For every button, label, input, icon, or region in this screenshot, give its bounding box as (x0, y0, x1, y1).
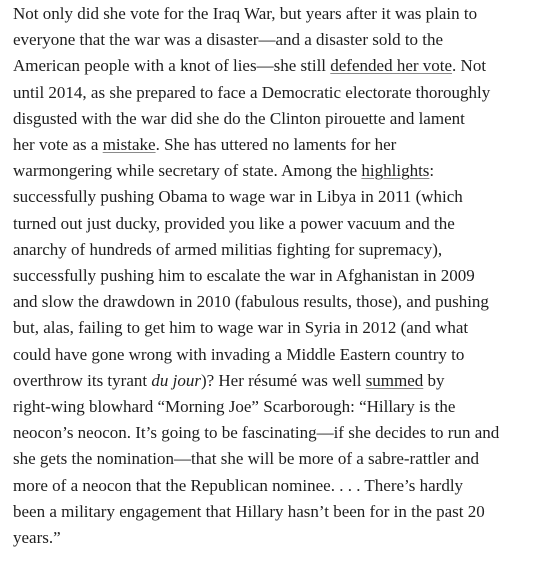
link-defended-her-vote[interactable]: defended her vote (330, 56, 453, 76)
text-line: Not only did she vote for the Iraq War, but years after it was plain to (13, 4, 478, 23)
text-line: neocon’s neocon. It’s going to be fascinating—if she decides to run and (13, 423, 500, 443)
text-line (13, 158, 549, 184)
text-line: successfully pushing him to escalate the war in Afghanistan in 2009 (13, 266, 475, 286)
text-line: but, alas, failing to get him to wage war in Syria in 2012 (and what (13, 318, 469, 338)
link-highlights[interactable]: highlights (361, 161, 430, 181)
text-line: successfully pushing Obama to wage war in Libya in 2011 (which (13, 187, 463, 207)
text-line (13, 368, 549, 394)
text-line: she gets the nomination—that she will be more of a sabre-rattler and (13, 449, 479, 469)
text-line: until 2014, as she prepared to face a Democratic electorate thoroughly (13, 82, 491, 102)
text-run: . Not (452, 56, 487, 76)
link-summed[interactable]: summed (365, 370, 424, 390)
text-run: her vote as a (13, 135, 103, 155)
text-line: years.” (13, 528, 61, 548)
text-line: and slow the drawdown in 2010 (fabulous results, those), and pushing (13, 292, 489, 312)
text-line (13, 132, 549, 158)
text-run: warmongering while secretary of state. Among the (13, 161, 362, 181)
article-body (13, 0, 549, 551)
text-run: by (423, 370, 445, 390)
text-line: right-wing blowhard “Morning Joe” Scarborough: “Hillary is the (13, 397, 456, 417)
text-line: more of a neocon that the Republican nominee. . . . There’s hardly (13, 475, 464, 495)
text-run: American people with a knot of lies—she still (13, 56, 331, 76)
text-line: disgusted with the war did she do the Clinton pirouette and lament (13, 108, 465, 128)
text-line: turned out just ducky, provided you like a power vacuum and the (13, 213, 455, 233)
text-line: everyone that the war was a disaster—and a disaster sold to the (13, 30, 444, 50)
text-line: anarchy of hundreds of armed militias fighting for supremacy), (13, 239, 443, 259)
italic-du-jour: du jour (151, 370, 201, 390)
text-line (13, 53, 549, 79)
link-mistake[interactable]: mistake (102, 135, 156, 155)
text-line: been a military engagement that Hillary hasn’t been for in the past 20 (13, 501, 485, 521)
text-line: could have gone wrong with invading a Middle Eastern country to (13, 344, 465, 364)
text-run: )? Her résumé was well (200, 370, 366, 390)
text-run: : (429, 161, 435, 181)
text-run: . She has uttered no laments for her (155, 135, 397, 155)
text-run: overthrow its tyrant (13, 370, 152, 390)
